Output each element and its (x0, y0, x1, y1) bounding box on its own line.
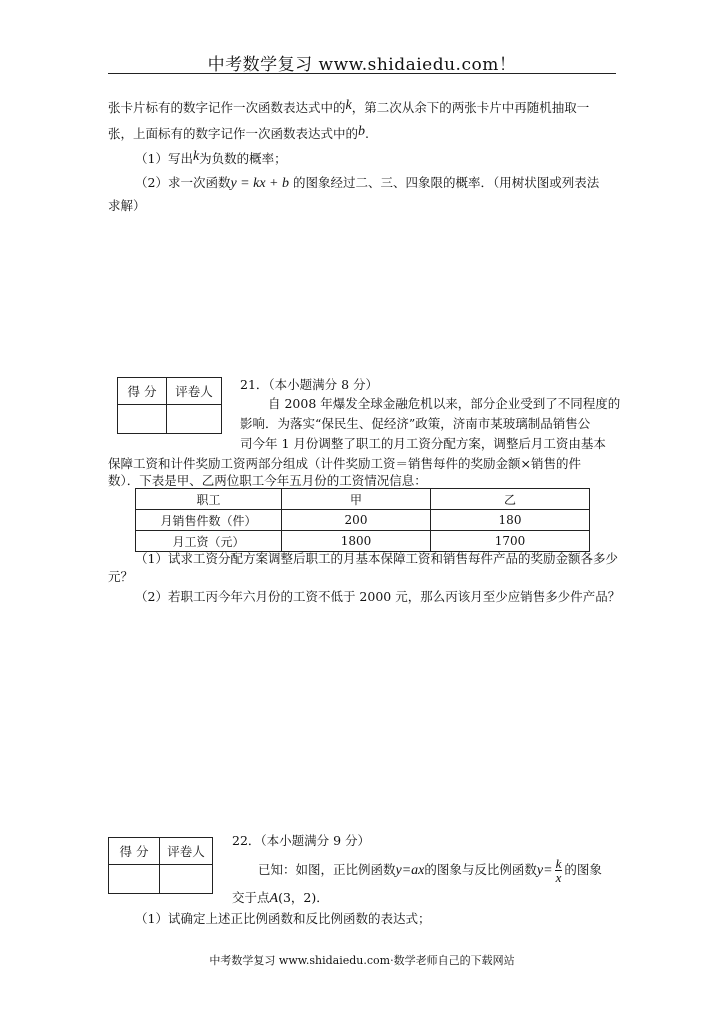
wage-table (135, 488, 590, 552)
q20-text: 张卡片标有的数字记作一次函数表达式中的 (108, 100, 346, 115)
table-row (136, 510, 590, 531)
q20-text: （2）求一次函数 (135, 175, 231, 190)
q20-line-2 (108, 126, 369, 143)
table-cell: 200 (282, 510, 431, 531)
score-label: 得 分 (118, 378, 167, 405)
q20-text: 的图象经过二、三、四象限的概率．（用树状图或列表法 (293, 175, 600, 190)
score-label: 得 分 (109, 838, 160, 865)
table-cell: 月销售件数（件） (136, 510, 282, 531)
inverse-proportion-lhs: y= (536, 863, 553, 878)
point-a-label: A (269, 891, 279, 906)
q20-line-1 (108, 100, 589, 117)
q20-part-2-cont: 求解） (108, 198, 146, 213)
table-row (136, 531, 590, 552)
q20-part-1 (135, 151, 287, 168)
score-cell[interactable] (109, 865, 160, 894)
q21-part-2: （2）若职工丙今年六月份的工资不低于 2000 元，那么丙该月至少应销售多少件产品？ (135, 589, 621, 604)
fraction-denominator: x (555, 870, 562, 885)
var-b: b (358, 124, 366, 139)
fraction-k-over-x (555, 857, 563, 884)
header-divider (108, 73, 616, 74)
q22-line-2 (232, 890, 329, 907)
q20-part-2 (135, 175, 599, 192)
page-footer: 中考数学复习 www.shidaiedu.com·数学老师自己的下载网站 (209, 954, 515, 967)
q21-part-1: （1）试求工资分配方案调整后职工的月基本保障工资和销售每件产品的奖励金额各多少 (135, 551, 618, 566)
fraction-numerator: k (555, 856, 562, 871)
table-header-cell: 职工 (136, 489, 282, 510)
q21-heading: 21．（本小题满分 8 分） (240, 377, 379, 392)
var-k: k (345, 98, 352, 113)
var-k: k (192, 149, 200, 164)
q21-part-1-cont: 元？ (108, 569, 134, 584)
grader-cell[interactable] (160, 865, 213, 894)
table-cell: 180 (431, 510, 590, 531)
q20-text: （1）写出 (135, 151, 193, 166)
table-header-row (136, 489, 590, 510)
grader-label: 评卷人 (167, 378, 222, 405)
score-cell[interactable] (118, 405, 167, 434)
q22-heading: 22．（本小题满分 9 分） (232, 833, 371, 848)
linear-function-formula: y = kx + b (230, 176, 290, 191)
table-cell: 月工资（元） (136, 531, 282, 552)
q20-text: . (365, 126, 369, 141)
point-a-coords: (3，2)． (278, 890, 329, 905)
q22-text: 已知：如图，正比例函数 (258, 862, 396, 877)
q21-line-4: 保障工资和计件奖励工资两部分组成（计件奖励工资＝销售每件的奖励金额×销售的件 (108, 456, 581, 471)
q22-line-1 (258, 855, 602, 886)
table-cell: 1700 (431, 531, 590, 552)
table-cell: 1800 (282, 531, 431, 552)
score-box-21 (117, 377, 222, 434)
table-header-cell: 甲 (282, 489, 431, 510)
page-header-title: 中考数学复习 www.shidaiedu.com！ (207, 55, 517, 75)
grader-label: 评卷人 (160, 838, 213, 865)
q21-line-1: 自 2008 年爆发全球金融危机以来，部分企业受到了不同程度的 (268, 396, 621, 411)
q20-text: 为负数的概率； (199, 151, 287, 166)
q22-text: 的图象与反比例函数 (424, 862, 537, 877)
table-header-cell: 乙 (431, 489, 590, 510)
q21-line-2: 影响．为落实“保民生、促经济”政策，济南市某玻璃制品销售公 (240, 416, 591, 431)
score-box-22 (108, 837, 213, 894)
q22-part-1: （1）试确定上述正比例函数和反比例函数的表达式； (135, 911, 431, 926)
q20-text: ，第二次从余下的两张卡片中再随机抽取一 (351, 100, 590, 115)
q21-line-3: 司今年 1 月份调整了职工的月工资分配方案，调整后月工资由基本 (240, 436, 606, 451)
q21-line-5: 数）．下表是甲、乙两位职工今年五月份的工资情况信息： (108, 473, 427, 488)
q22-text: 交于点 (232, 890, 270, 905)
q22-text: 的图象 (564, 862, 602, 877)
q20-text: 张，上面标有的数字记作一次函数表达式中的 (108, 126, 359, 141)
direct-proportion-formula: y=ax (395, 863, 425, 878)
grader-cell[interactable] (167, 405, 222, 434)
